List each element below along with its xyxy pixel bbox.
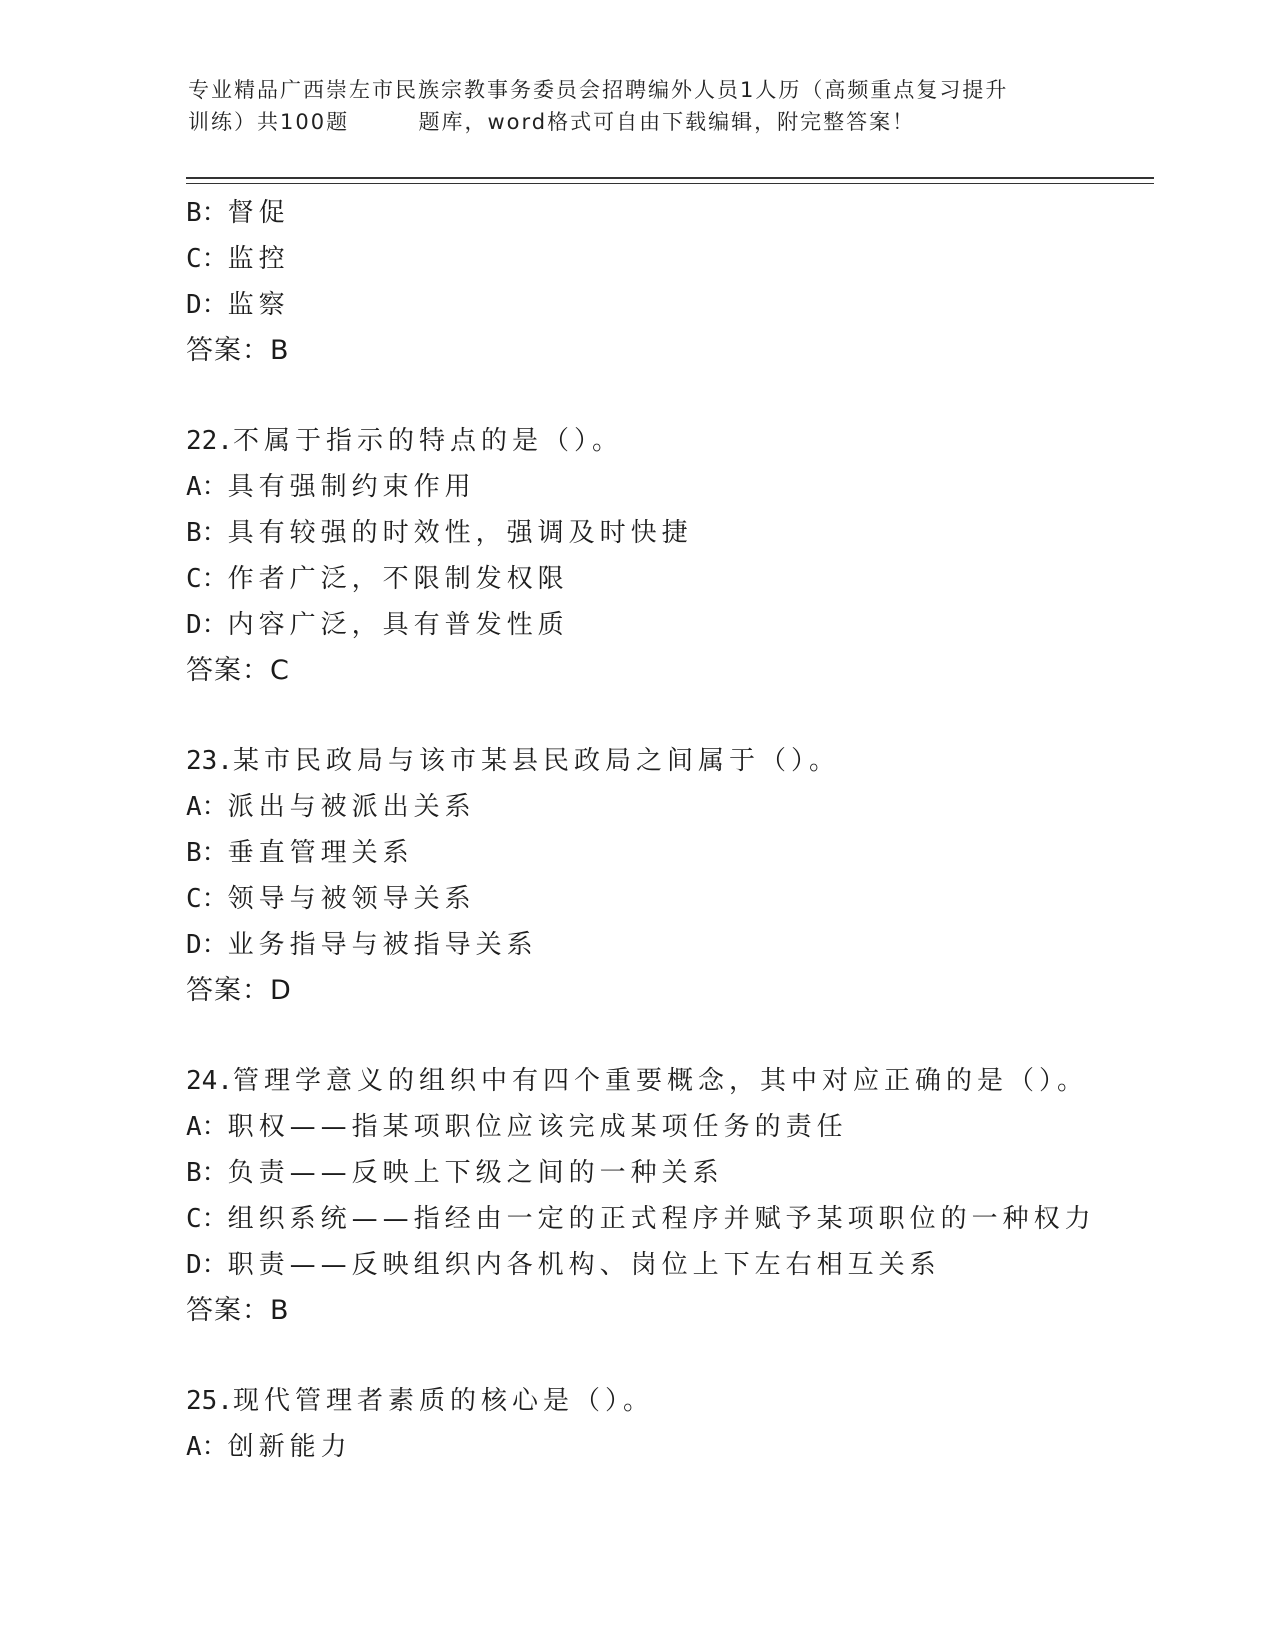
option-d: [186, 282, 1154, 328]
option-text: 作者广泛，不限制发权限: [227, 564, 569, 594]
option-text: 监控: [227, 244, 290, 274]
question-number: 22.: [186, 426, 233, 456]
option-a: [186, 784, 1154, 830]
answer-value: B: [270, 335, 290, 366]
option-a: [186, 1104, 1154, 1150]
answer-line: [186, 648, 1154, 694]
option-b: [186, 190, 1154, 236]
option-text: 垂直管理关系: [227, 838, 414, 868]
option-a: [186, 464, 1154, 510]
option-d: [186, 602, 1154, 648]
option-label: C：: [186, 884, 228, 914]
option-text: 职权——指某项职位应该完成某项任务的责任: [227, 1112, 848, 1142]
question-stem: [186, 1378, 1154, 1424]
option-c: [186, 876, 1154, 922]
option-label: C：: [186, 564, 228, 594]
question-stem: [186, 418, 1154, 464]
option-label: B：: [186, 518, 228, 548]
option-label: A：: [186, 1112, 228, 1142]
answer-prefix: 答案：: [186, 1295, 270, 1326]
option-text: 具有强制约束作用: [227, 472, 476, 502]
option-b: [186, 1150, 1154, 1196]
option-c: [186, 236, 1154, 282]
question-list: [186, 190, 1154, 1470]
answer-prefix: 答案：: [186, 335, 270, 366]
header-divider-thick: [186, 177, 1154, 179]
document-header: [188, 74, 1088, 138]
answer-value: B: [270, 1295, 290, 1326]
question-25: [186, 1378, 1154, 1470]
answer-prefix: 答案：: [186, 655, 270, 686]
option-label: A：: [186, 792, 228, 822]
answer-line: [186, 1288, 1154, 1334]
option-label: C：: [186, 244, 228, 274]
option-label: B：: [186, 1158, 228, 1188]
option-b: [186, 830, 1154, 876]
question-stem: [186, 1058, 1154, 1104]
option-text: 负责——反映上下级之间的一种关系: [227, 1158, 724, 1188]
answer-value: D: [270, 975, 292, 1006]
question-text: 管理学意义的组织中有四个重要概念，其中对应正确的是（）。: [232, 1066, 1088, 1096]
option-label: B：: [186, 198, 228, 228]
option-label: D：: [186, 930, 228, 960]
option-text: 职责——反映组织内各机构、岗位上下左右相互关系: [227, 1250, 941, 1280]
option-d: [186, 1242, 1154, 1288]
option-text: 领导与被领导关系: [227, 884, 476, 914]
partial-question: [186, 190, 1154, 374]
header-divider-thin: [186, 183, 1154, 184]
option-label: A：: [186, 1432, 228, 1462]
option-text: 派出与被派出关系: [227, 792, 476, 822]
option-a: [186, 1424, 1154, 1470]
option-label: A：: [186, 472, 228, 502]
question-number: 25.: [186, 1386, 233, 1416]
question-text: 现代管理者素质的核心是（）。: [232, 1386, 654, 1416]
question-24: [186, 1058, 1154, 1334]
question-text: 不属于指示的特点的是（）。: [232, 426, 623, 456]
header-line-1: 专业精品广西崇左市民族宗教事务委员会招聘编外人员1人历（高频重点复习提升: [188, 78, 1009, 102]
option-d: [186, 922, 1154, 968]
option-b: [186, 510, 1154, 556]
question-23: [186, 738, 1154, 1014]
question-stem: [186, 738, 1154, 784]
option-label: D：: [186, 1250, 228, 1280]
option-text: 内容广泛，具有普发性质: [227, 610, 569, 640]
option-label: B：: [186, 838, 228, 868]
option-c: [186, 1196, 1154, 1242]
option-label: D：: [186, 290, 228, 320]
answer-value: C: [270, 655, 290, 686]
option-label: D：: [186, 610, 228, 640]
option-c: [186, 556, 1154, 602]
answer-line: [186, 328, 1154, 374]
question-number: 23.: [186, 746, 233, 776]
question-text: 某市民政局与该市某县民政局之间属于（）。: [232, 746, 840, 776]
option-label: C：: [186, 1204, 228, 1234]
question-22: [186, 418, 1154, 694]
header-line-2: 训练）共100题 题库，word格式可自由下载编辑，附完整答案！: [188, 110, 916, 134]
answer-prefix: 答案：: [186, 975, 270, 1006]
option-text: 具有较强的时效性，强调及时快捷: [227, 518, 693, 548]
option-text: 组织系统——指经由一定的正式程序并赋予某项职位的一种权力: [227, 1204, 1096, 1234]
option-text: 创新能力: [227, 1432, 352, 1462]
question-number: 24.: [186, 1066, 233, 1096]
option-text: 监察: [227, 290, 290, 320]
option-text: 业务指导与被指导关系: [227, 930, 538, 960]
option-text: 督促: [227, 198, 290, 228]
answer-line: [186, 968, 1154, 1014]
